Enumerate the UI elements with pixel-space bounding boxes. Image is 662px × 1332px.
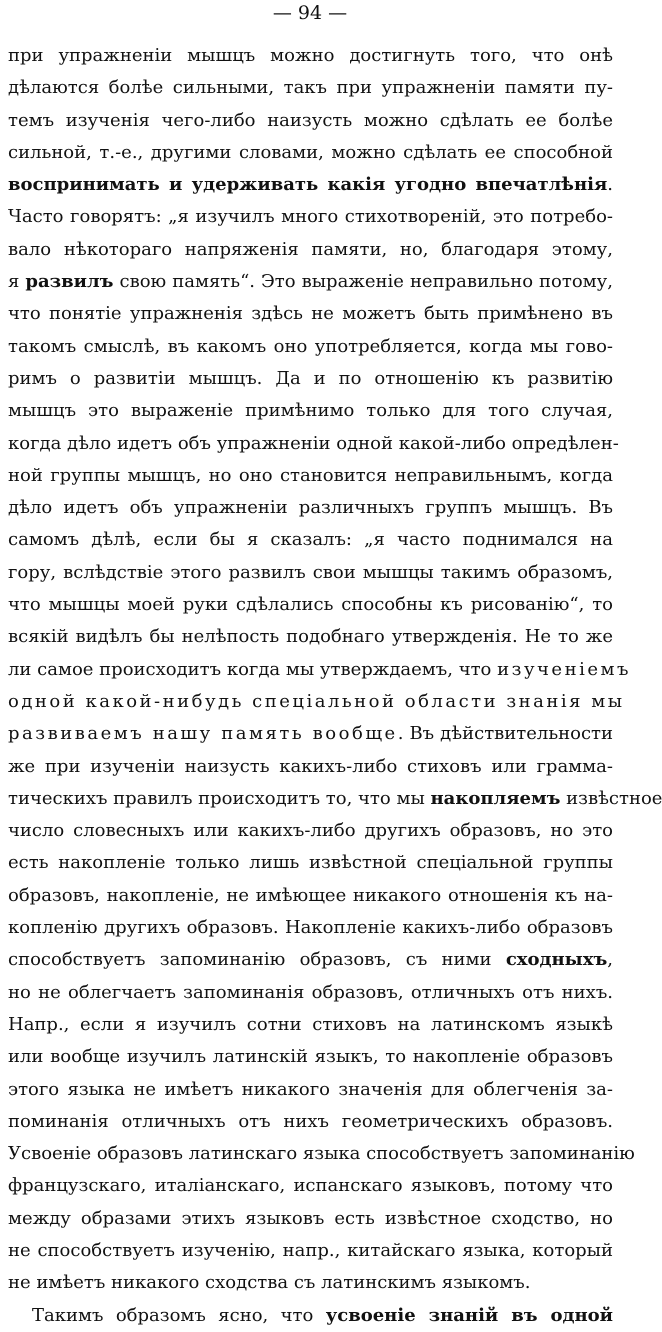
bold-phrase: усвоеніе знаній въ одной: [325, 1304, 613, 1326]
text-line: [8, 977, 613, 1009]
text-run: вало нѣкотораго напряженія памяти, но, благодаря этому,: [8, 238, 613, 260]
text-run: дѣлаются болѣе сильными, такъ при упражненіи памяти пу-: [8, 77, 613, 99]
text-run: не способствуетъ изученію, напр., китайскаго языка, который: [8, 1239, 613, 1261]
text-run: .: [607, 174, 613, 196]
text-run: этого языка не имѣетъ никакого значенія для облегченія за-: [8, 1078, 613, 1100]
text-run: самомъ дѣлѣ, если бы я сказалъ: „я часто поднимался на: [8, 529, 613, 551]
text-line: [8, 1203, 613, 1235]
text-line: [8, 1138, 635, 1170]
text-run: образовъ, накопленіе, не имѣющее никакого отношенія къ на-: [8, 884, 613, 906]
text-line: [8, 331, 613, 363]
text-run: что мышцы моей руки сдѣлались способны къ рисованію“, то: [8, 594, 613, 616]
text-line: [8, 169, 613, 201]
text-line: [8, 1235, 613, 1267]
spaced-phrase: изученіемъ: [497, 658, 631, 680]
text-run: Усвоеніе образовъ латинскаго языка способствуетъ запоминанію: [8, 1143, 635, 1165]
body-text: [8, 40, 662, 1332]
text-line: [8, 363, 613, 395]
text-run: что понятіе упражненія здѣсь не можетъ быть примѣнено въ: [8, 303, 613, 325]
text-run: такомъ смыслѣ, въ какомъ оно употребляется, когда мы гово-: [8, 335, 613, 357]
text-run: когда дѣло идетъ объ упражненіи одной какой-либо опредѣлен-: [8, 432, 619, 454]
text-run: же при изученіи наизусть какихъ-либо стиховъ или граммa-: [8, 755, 613, 777]
text-run: при упражненіи мышцъ можно достигнуть того, что онѣ: [8, 45, 613, 66]
text-line: [8, 201, 613, 233]
text-run: темъ изученія чего-либо наизусть можно сдѣлать ее болѣе: [8, 109, 613, 131]
text-run: сильной, т.-е., другими словами, можно сдѣлать ее способной: [8, 141, 613, 163]
text-line: [8, 460, 613, 492]
text-run: не имѣетъ никакого сходства съ латинскимъ языкомъ.: [8, 1272, 531, 1294]
text-line: [8, 492, 613, 524]
text-run: всякій видѣлъ бы нелѣпость подобнаго утвержденія. Не то же: [8, 626, 613, 648]
text-run: но не облегчаетъ запоминанія образовъ, отличныхъ отъ нихъ.: [8, 981, 613, 1003]
text-run: между образами этихъ языковъ есть извѣстное сходство, но: [8, 1207, 613, 1229]
text-run: поминанія отличныхъ отъ нихъ геометрическихъ образовъ.: [8, 1110, 613, 1132]
text-line: [8, 298, 613, 330]
text-line: [8, 751, 613, 783]
text-run: мышцъ это выраженіе примѣнимо только для того случая,: [8, 400, 613, 422]
text-run: римъ о развитіи мышцъ. Да и по отношенію къ развитію: [8, 367, 613, 389]
text-line: [8, 524, 613, 556]
bold-phrase: развилъ: [25, 271, 114, 293]
text-line: [8, 1009, 613, 1041]
text-run: копленію другихъ образовъ. Накопленіе какихъ-либо образовъ: [8, 917, 613, 939]
bold-phrase: накопляемъ: [430, 787, 561, 809]
text-line: [8, 137, 613, 169]
text-line: [8, 1300, 613, 1332]
text-run: я: [8, 271, 26, 293]
text-line: [8, 72, 613, 104]
text-run: ли самое происходитъ когда мы утверждаемъ, что: [8, 658, 498, 680]
text-run: Часто говорятъ: „я изучилъ много стихотвореній, это потребо-: [8, 206, 613, 228]
text-run: . Въ дѣйствительности: [397, 723, 613, 745]
text-line: [8, 266, 613, 298]
text-line: [8, 589, 613, 621]
text-run: есть накопленіе только лишь извѣстной спеціальной группы: [8, 852, 613, 874]
spaced-phrase: одной какой-нибудь спеціальной области знанія мы: [8, 690, 625, 712]
text-run: гору, вслѣдствіе этого развилъ свои мышцы такимъ образомъ,: [8, 561, 613, 583]
text-line: [8, 686, 625, 718]
text-line: [8, 1041, 613, 1073]
text-run: свою память“. Это выраженіе неправильно потому,: [113, 271, 613, 293]
text-line: [8, 654, 631, 686]
text-line: [8, 428, 619, 460]
text-line: [8, 234, 613, 266]
text-run: извѣстное: [560, 787, 662, 809]
text-line: [8, 1267, 613, 1299]
text-line: [8, 944, 613, 976]
text-run: Напр., если я изучилъ сотни стиховъ на латинскомъ языкѣ: [8, 1013, 613, 1035]
text-line: [8, 1074, 613, 1106]
bold-phrase: воспринимать и удерживать какія угодно впечатлѣнія: [8, 174, 608, 196]
text-run: тическихъ правилъ происходитъ то, что мы: [8, 787, 431, 809]
text-line: [8, 815, 613, 847]
text-line: [8, 847, 613, 879]
text-line: [8, 718, 613, 750]
text-line: [8, 621, 613, 653]
text-line: [8, 395, 613, 427]
text-run: французскаго, италіанскаго, испанскаго языковъ, потому что: [8, 1175, 613, 1197]
text-run: или вообще изучилъ латинскій языкъ, то накопленіе образовъ: [8, 1046, 613, 1068]
text-line: [8, 912, 613, 944]
text-line: [8, 1170, 613, 1202]
text-run: дѣло идетъ объ упражненіи различныхъ группъ мышцъ. Въ: [8, 497, 613, 519]
text-line: [8, 880, 613, 912]
text-run: способствуетъ запоминанію образовъ, съ ними: [8, 949, 506, 971]
text-run: число словесныхъ или какихъ-либо другихъ образовъ, но это: [8, 820, 613, 842]
text-line: [8, 105, 613, 137]
text-line: [8, 1106, 613, 1138]
text-line: [8, 783, 662, 815]
text-run: Такимъ образомъ ясно, что: [32, 1304, 326, 1326]
spaced-phrase: развиваемъ нашу память вообще: [8, 723, 398, 745]
text-run: ной группы мышцъ, но оно становится неправильнымъ, когда: [8, 464, 613, 486]
text-line: [8, 40, 613, 72]
page-number: — 94 —: [272, 2, 348, 24]
text-run: ,: [607, 949, 613, 971]
text-line: [8, 557, 613, 589]
bold-phrase: сходныхъ: [505, 949, 608, 971]
